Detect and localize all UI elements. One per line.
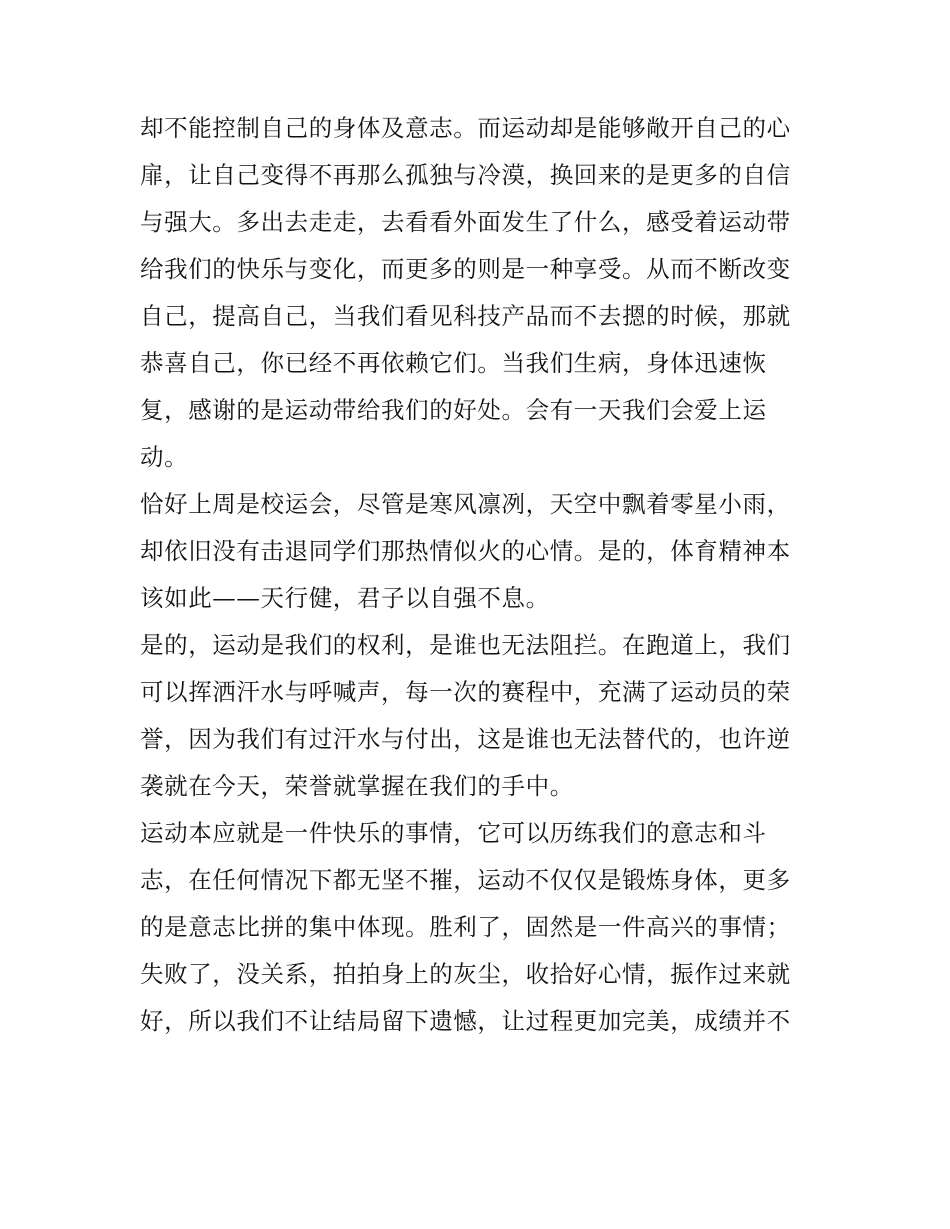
text-line: 却不能控制自己的身体及意志。而运动却是能够敞开自己的心 — [140, 114, 791, 142]
text-line: 袭就在今天，荣誉就掌握在我们的手中。 — [140, 772, 574, 800]
text-line: 复，感谢的是运动带给我们的好处。会有一天我们会爱上运 — [140, 396, 767, 424]
text-line: 动。 — [140, 443, 189, 471]
paragraph-1 — [140, 105, 820, 481]
text-line: 却依旧没有击退同学们那热情似火的心情。是的，体育精神本 — [140, 537, 791, 565]
paragraph-2 — [140, 481, 820, 622]
text-line: 扉，让自己变得不再那么孤独与冷漠，换回来的是更多的自信 — [140, 161, 791, 189]
text-line: 与强大。多出去走走，去看看外面发生了什么，感受着运动带 — [140, 208, 791, 236]
text-line: 志，在任何情况下都无坚不摧，运动不仅仅是锻炼身体，更多 — [140, 866, 791, 894]
text-line: 誉，因为我们有过汗水与付出，这是谁也无法替代的，也许逆 — [140, 725, 791, 753]
text-line: 该如此——天行健，君子以自强不息。 — [140, 584, 550, 612]
text-line: 自己，提高自己，当我们看见科技产品而不去摁的时候，那就 — [140, 302, 791, 330]
text-line: 运动本应就是一件快乐的事情，它可以历练我们的意志和斗 — [140, 819, 767, 847]
text-line: 可以挥洒汗水与呼喊声，每一次的赛程中，充满了运动员的荣 — [140, 678, 791, 706]
text-line: 的是意志比拼的集中体现。胜利了，固然是一件高兴的事情； — [140, 913, 791, 941]
text-line: 恰好上周是校运会，尽管是寒风凛冽，天空中飘着零星小雨， — [140, 490, 791, 518]
text-line: 好，所以我们不让结局留下遗憾，让过程更加完美，成绩并不 — [140, 1007, 791, 1035]
paragraph-3 — [140, 622, 820, 810]
text-line: 给我们的快乐与变化，而更多的则是一种享受。从而不断改变 — [140, 255, 791, 283]
document-body — [140, 105, 820, 1045]
paragraph-4 — [140, 810, 820, 1045]
text-line: 恭喜自己，你已经不再依赖它们。当我们生病，身体迅速恢 — [140, 349, 767, 377]
text-line: 失败了，没关系，拍拍身上的灰尘，收拾好心情，振作过来就 — [140, 960, 791, 988]
text-line: 是的，运动是我们的权利，是谁也无法阻拦。在跑道上，我们 — [140, 631, 791, 659]
